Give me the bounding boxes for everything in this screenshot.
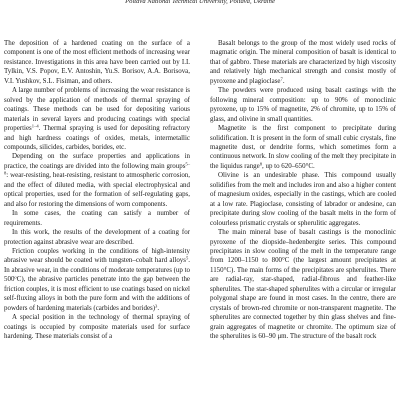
left-text-column xyxy=(4,39,190,342)
citation-superscript: 8 xyxy=(259,161,263,167)
paragraph xyxy=(210,228,396,341)
paragraph-text: The powders were produced using basalt castings with the following mineral composition: up to 90% of monoclinic pyroxene, up to 15% of magnetite, 2% of chromite, up to 15% of glass, and olivine in small quantities. xyxy=(210,86,396,123)
citation-superscript: 3 xyxy=(155,303,158,309)
paragraph xyxy=(4,209,190,228)
paragraph xyxy=(4,86,190,152)
paragraph-text: , up to 620–650°C. xyxy=(262,161,315,170)
paragraph xyxy=(4,313,190,341)
paragraph-text: Basalt belongs to the group of the most widely used rocks of magmatic origin. The mineral composition of basalt is identical to that of gabbro. These materials are characterized by high viscosity and relatively high mechanical strength and consist mostly of pyroxene and plagioclase xyxy=(210,39,396,85)
citation-superscript: 1–4 xyxy=(31,123,39,129)
paragraph-text: . In abrasive wear, in the conditions of moderate temperatures (up to 500 xyxy=(4,256,191,284)
paragraph xyxy=(4,228,190,247)
citation-superscript: 7 xyxy=(280,76,283,82)
paragraph xyxy=(4,39,190,86)
paragraph-text: . xyxy=(282,76,285,85)
paragraph-text: Olivine is an undesirable phase. This compound usually solidifies from the melt and includes iron and also a higher content of magnesium oxides, especially in the castings, which are cooled at a low rate. Plagioclase, consisting of labrador or andesine, can precipitate during slow cooling of the basalt melts in the form of colourless prismatic crystals or spherulitic aggregates. xyxy=(210,171,396,227)
paragraph-text: Depending on the surface properties and applications in practice, the coatings are divided into the following main groups xyxy=(4,152,190,170)
paragraph xyxy=(4,247,190,313)
citation-superscript: 5 xyxy=(185,255,189,261)
paragraph-text: . xyxy=(157,303,160,312)
paragraph xyxy=(210,124,396,171)
paragraph xyxy=(210,171,396,228)
paragraph-text: C), the abrasive particles penetrate into the gap between the friction couples, it is most efficient to use coatings based on nickel self-fluxing alloys in both the pure form and with the additions of powders of hardening materials (carbides and borides) xyxy=(4,275,190,312)
paragraph xyxy=(210,39,396,86)
paragraph-text: A large number of problems of increasing the wear resistance is solved by the application of methods of thermal spraying of coatings. These methods can be used for depositing various materials in several layers and producing coatings with special properties xyxy=(4,86,190,133)
paragraph-text: : wear-resisting, heat-resisting, resistant to atmospheric corrosion, and the effect of diluted media, with special electrophysical and optical properties, used for the formation of self-regulating gaps, and also for restoring the dimensions of worn components. xyxy=(4,171,190,208)
right-text-column xyxy=(210,39,396,342)
running-header: Poltava National Technical University, Poltava, Ukraine xyxy=(125,0,275,5)
paragraph-text: . Thermal spraying is used for depositing refractory and high hardness coatings of oxides, metals, intermetallic compounds, silicides, carbides, borides, etc. xyxy=(4,124,190,151)
paragraph-text: Friction couples working in the conditions of high-intensity abrasive wear should be coated with tungsten–cobalt hard alloys xyxy=(4,246,190,265)
paragraph xyxy=(210,86,396,124)
paragraph-text: Magnetite is the first component to precipitate during solidification. It is present in the form of small cubic crystals, fine magnetite dust, or dendrite forms, which sometimes form a continuous network. In slow cooling of the melt they precipitate in the liquidus range xyxy=(210,124,396,170)
paragraph-text: A special position in the technology of thermal spraying of coatings is occupied by composite materials used for surface hardening. These materials consist of a xyxy=(4,313,190,341)
paragraph-text: In this work, the results of the development of a coating for protection against abrasive wear are described. xyxy=(4,228,190,246)
paragraph-text: In some cases, the coating can satisfy a number of requirements. xyxy=(4,209,190,227)
paragraph xyxy=(4,152,190,209)
citation-superscript: o xyxy=(14,274,17,280)
paragraph-text: The deposition of a hardened coating on the surface of a component is one of the most efficient methods of increasing wear resistance. Investigations in this area have been carried out by I.I. Tylkin, V.S. Popov, E.V. Antoshin, Yu.S. Borisov, A.A. Borisova, V.I. Yushkov, S.L. Fisiman, and others. xyxy=(4,39,190,85)
citation-superscript: 5–8 xyxy=(4,161,190,176)
paragraph-text: The main mineral base of basalt castings is the monoclinic pyroxene of the diopside–hedenbergite series. This compound precipitates in slow cooling of the melt in the temperature range from 1200–1150 to 800°C (the largest amount precipitates at 1150°C). The main forms of the precipitates are spherulites. There are radial-ray, star-shaped, radial-fibrous and feather-like spherulites. The star-shaped spherulites with a circular or irregular polygonal shape are found in most cases. In the centre, there are crystals of brown-red chromite or non-transparent magnetite. The spherulites are connected together by thin glass shelves and fine-grain aggregates of magnetite or chromite. The optimum size of the spherulites is 60–90 μm. The structure of the basalt rock xyxy=(210,228,396,341)
